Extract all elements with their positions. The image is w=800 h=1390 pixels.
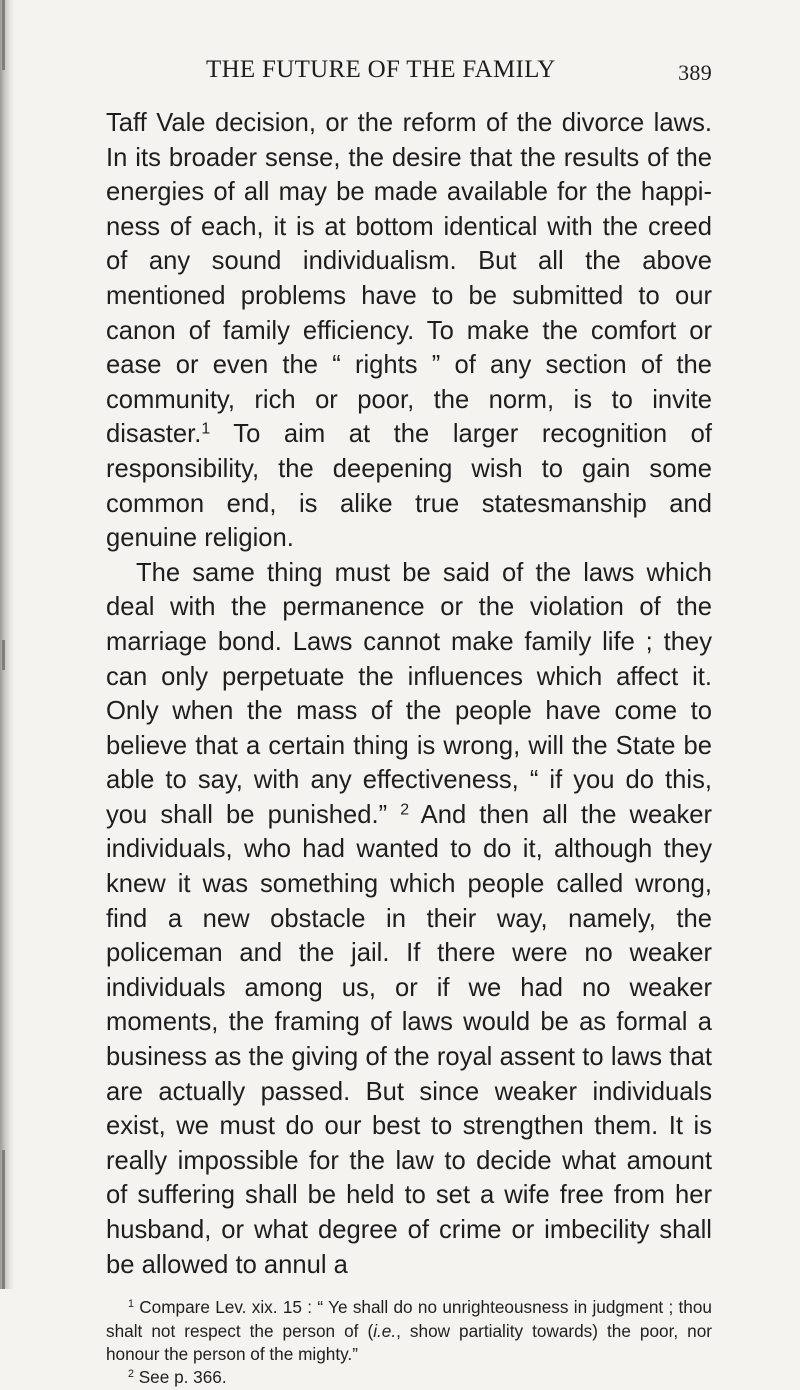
footnote-marker: 2 bbox=[128, 1368, 134, 1381]
paragraph bbox=[106, 106, 712, 556]
paragraph-text: And then all the weaker individuals, who had wanted to do it, although they knew it was something which people called wrong, find a new obstacle in their way, namely, the policeman and the jail. If there were no weaker individuals among us, or if we had no weaker moments, the framing of laws would be as formal a business as the giving of the royal assent to laws that are actually passed. But since weaker individuals exist, we must do our best to strengthen them. It is really impossible for the law to decide what amount of suffering shall be held to set a wife free from her husband, or what degree of crime or imbecility shall be allowed to annul a bbox=[106, 800, 712, 1279]
footnote bbox=[106, 1366, 712, 1389]
paragraph-text: The same thing must be said of the laws which deal with the permanence or the violation of the marriage bond. Laws cannot make family life ; they can only perpetuate the influences which affect it. Only when the mass of the people have come to believe that a certain thing is wrong, will the State be able to say, with any effectiveness, “ if you do this, you shall be punished.” bbox=[106, 558, 712, 829]
body-text bbox=[106, 106, 712, 1282]
page-header bbox=[106, 52, 712, 92]
footnote-reference: 2 bbox=[400, 801, 410, 819]
footnotes bbox=[106, 1296, 712, 1390]
paragraph-text: Taff Vale decision, or the reform of the divorce laws. In its broader sense, the desire that the results of the energies of all may be made available for the happiness of each, it is at bottom identical with the creed of any sound individualism. But all the above mentioned problems have to be submitted to our canon of family efficiency. To make the comfort or ease or even the “ rights ” of any section of the community, rich or poor, the norm, is to invite disaster. bbox=[106, 109, 712, 449]
footnote-text: i.e. bbox=[373, 1320, 397, 1341]
paragraph-text: To aim at the larger recognition of responsibility, the deepening wish to gain some common end, is alike true statesmanship and genuine religion. bbox=[106, 420, 712, 553]
spine-mark bbox=[2, 1150, 5, 1289]
footnote-text: See p. 366. bbox=[133, 1367, 227, 1388]
footnote-reference: 1 bbox=[201, 420, 211, 438]
book-spine-shadow bbox=[0, 0, 14, 1289]
footnote bbox=[106, 1296, 712, 1366]
footnote-text: Compare Lev. xix. 15 : “ Ye shall do no unrighteousness in judgment ; thou shalt not respect the person of ( bbox=[106, 1297, 712, 1341]
page-number: 389 bbox=[678, 60, 712, 85]
book-page bbox=[106, 52, 712, 1390]
footnote-text: , show partiality towards) the poor, nor honour the person of the mighty.” bbox=[106, 1320, 713, 1364]
spine-mark bbox=[2, 0, 5, 70]
footnote-marker: 1 bbox=[128, 1298, 134, 1311]
paragraph bbox=[106, 556, 712, 1282]
spine-mark bbox=[2, 640, 5, 670]
running-title: THE FUTURE OF THE FAMILY bbox=[206, 56, 556, 83]
